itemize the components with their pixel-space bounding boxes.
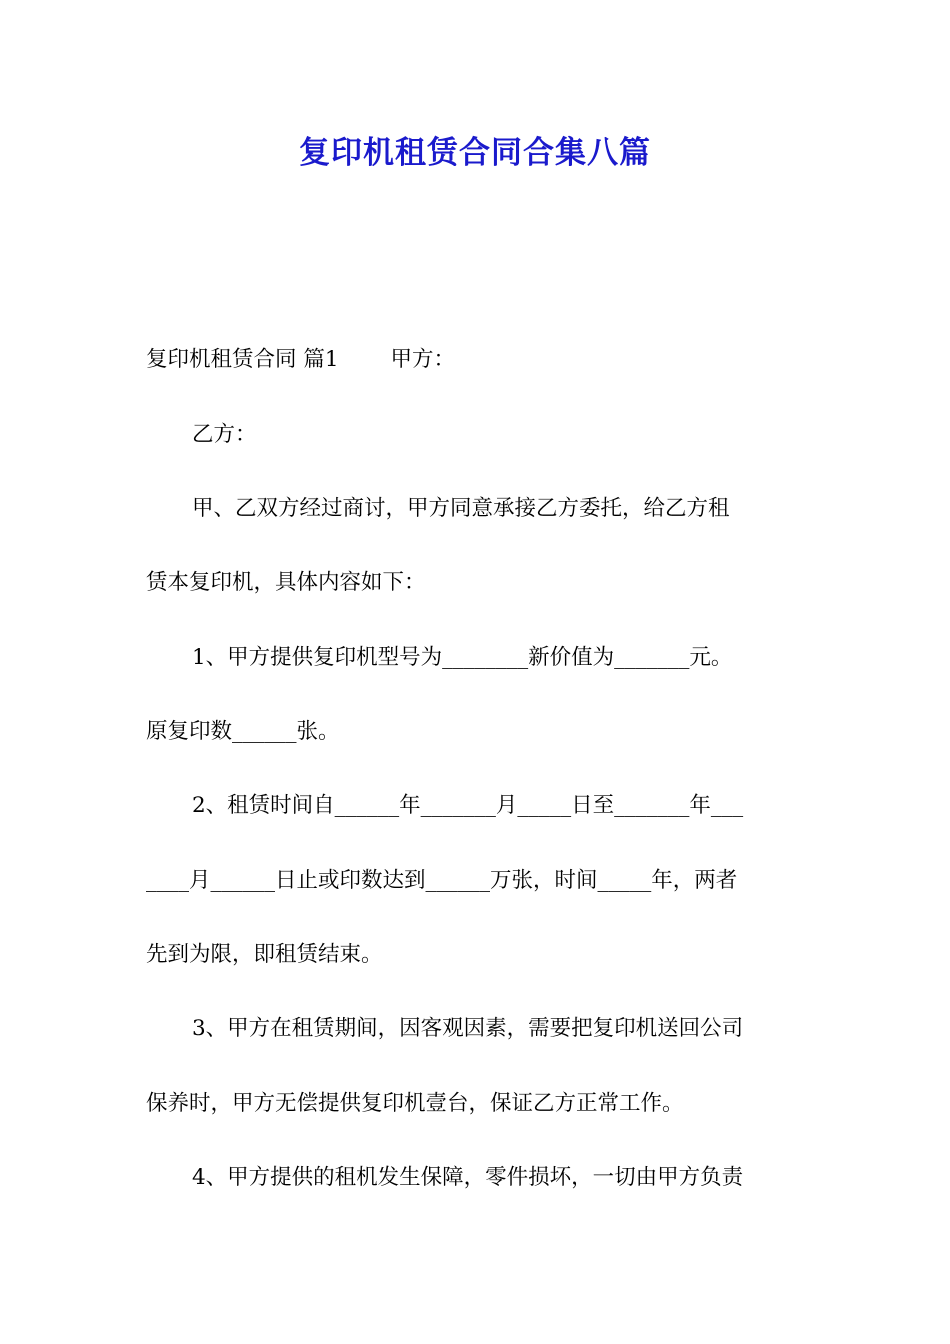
clause-2-line-1: 2、租赁时间自______年_______月_____日至_______年___ [192,793,744,818]
clause-3-line-1: 3、甲方在租赁期间，因客观因素，需要把复印机送回公司 [192,1016,744,1041]
intro-paragraph-line-2: 赁本复印机，具体内容如下： [146,570,426,595]
contract-heading-line [146,340,826,380]
clause-2-line-3: 先到为限，即租赁结束。 [146,942,383,967]
party-a-label: 甲方： [390,347,456,372]
intro-paragraph-line-1: 甲、乙双方经过商讨，甲方同意承接乙方委托，给乙方租 [192,496,730,521]
party-b-label: 乙方： [192,422,257,447]
document-title: 复印机租赁合同合集八篇 [299,135,651,171]
clause-1-line-1: 1、甲方提供复印机型号为________新价值为_______元。 [192,645,733,670]
clause-2-line-2: ____月______日止或印数达到______万张，时间_____年，两者 [146,868,738,893]
clause-4-line-1: 4、甲方提供的租机发生保障，零件损坏，一切由甲方负责 [192,1165,744,1190]
contract-section-heading: 复印机租赁合同 篇1 [146,347,339,372]
clause-3-line-2: 保养时，甲方无偿提供复印机壹台，保证乙方正常工作。 [146,1091,684,1116]
clause-1-line-2: 原复印数______张。 [146,719,340,744]
